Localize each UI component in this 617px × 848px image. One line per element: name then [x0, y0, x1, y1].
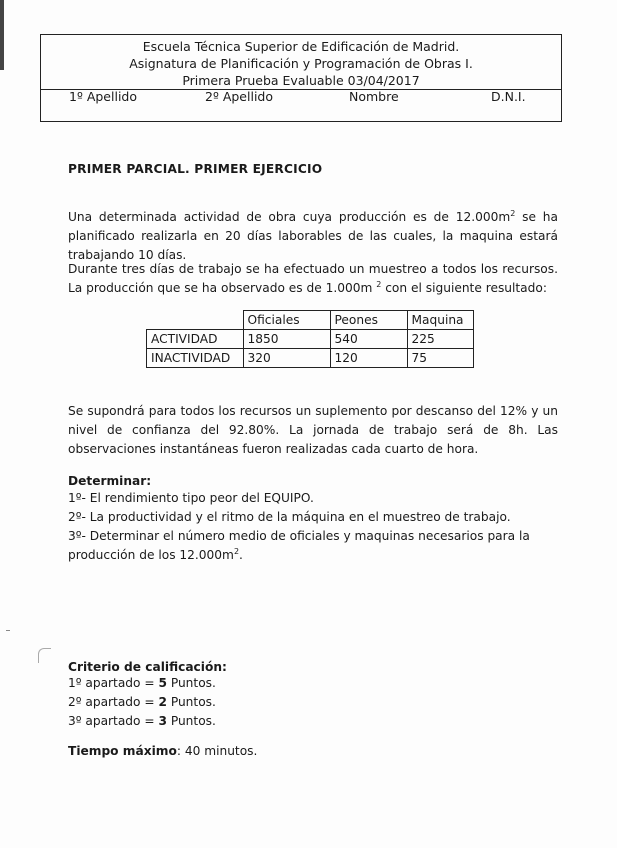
field-nombre: Nombre [349, 89, 399, 104]
column-header: Maquina [407, 311, 473, 330]
criteria-heading: Criterio de calificación: [68, 660, 227, 674]
determine-list [68, 489, 558, 565]
pencil-mark [38, 648, 51, 663]
table-row [147, 330, 474, 349]
list-item: 1º- El rendimiento tipo peor del EQUIPO. [68, 491, 314, 505]
table-corner [147, 311, 244, 330]
school-name: Escuela Técnica Superior de Edificación de Madrid. [142, 39, 460, 54]
field-apellido-1: 1º Apellido [69, 89, 137, 104]
exercise-title: PRIMER PARCIAL. PRIMER EJERCICIO [68, 162, 323, 176]
list-item: 1º apartado = 5 Puntos. [68, 676, 216, 690]
table-cell: 225 [407, 330, 473, 349]
field-apellido-2: 2º Apellido [205, 89, 273, 104]
column-header: Oficiales [243, 311, 330, 330]
table-cell: 1850 [243, 330, 330, 349]
row-label: ACTIVIDAD [147, 330, 244, 349]
criteria-list [68, 674, 558, 731]
header-box [40, 34, 562, 122]
field-dni: D.N.I. [491, 89, 526, 104]
list-item: 3º apartado = 3 Puntos. [68, 714, 216, 728]
sample-paragraph: Durante tres días de trabajo se ha efectuado un muestreo a todos los recursos. La producción que se ha observado es de 1.000m $^2$ con el siguiente resultado: [68, 262, 558, 295]
list-item: 2º apartado = 2 Puntos. [68, 695, 216, 709]
list-item: 2º- La productividad y el ritmo de la máquina en el muestreo de trabajo. [68, 510, 511, 524]
table-row [147, 349, 474, 368]
table-cell: 75 [407, 349, 473, 368]
subject-name: Asignatura de Planificación y Programación de Obras I. [129, 56, 473, 71]
time-limit: Tiempo máximo: 40 minutos. [68, 744, 258, 758]
scan-mark [6, 630, 10, 631]
table-cell: 120 [330, 349, 407, 368]
results-table [146, 310, 474, 368]
table-cell: 320 [243, 349, 330, 368]
exam-name: Primera Prueba Evaluable 03/04/2017 [182, 73, 420, 88]
supplement-paragraph: Se supondrá para todos los recursos un suplemento por descanso del 12% y un nivel de confianza del 92.80%. La jornada de trabajo será de 8h. Las observaciones instantáneas fueron realizadas cada cuarto de hora. [68, 404, 558, 456]
intro-paragraph: Una determinada actividad de obra cuya producción es de $12.000m^2$ se ha planificado realizarla en 20 días laborables de las cuales, la maquina estará trabajando 10 días. [68, 209, 558, 262]
column-header: Peones [330, 311, 407, 330]
determine-heading: Determinar: [68, 474, 152, 488]
table-cell: 540 [330, 330, 407, 349]
scan-edge [0, 0, 4, 70]
row-label: INACTIVIDAD [147, 349, 244, 368]
list-item: 3º- Determinar el número medio de oficiales y maquinas necesarios para la producción de los $12.000m^2$. [68, 529, 530, 562]
table-header-row [147, 311, 474, 330]
